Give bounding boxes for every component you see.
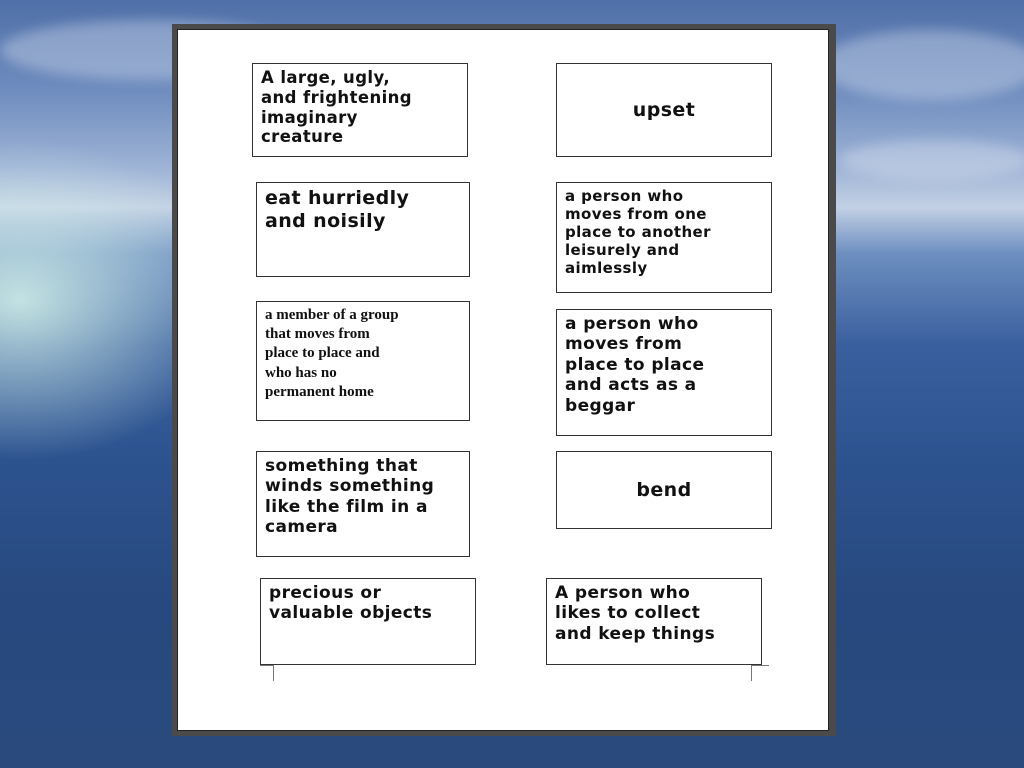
card-winder-definition: [256, 451, 470, 557]
card-monster-definition: [252, 63, 468, 157]
crop-mark: [751, 665, 769, 666]
card-precious-objects: [260, 578, 476, 665]
document-page: [177, 29, 829, 731]
card-bend: [556, 451, 772, 529]
card-text: precious or valuable objects: [269, 583, 433, 624]
card-text: eat hurriedly and noisily: [265, 187, 410, 232]
crop-mark: [273, 665, 274, 681]
card-text: upset: [632, 98, 696, 121]
card-upset: [556, 63, 772, 157]
card-text: bend: [636, 478, 692, 501]
crop-mark: [260, 665, 274, 666]
card-text: something that winds something like the film in a camera: [265, 456, 435, 538]
card-beggar-definition: [556, 309, 772, 436]
card-collector-definition: [546, 578, 762, 665]
card-text: a person who moves from place to place and acts as a beggar: [565, 314, 705, 416]
card-text: a person who moves from one place to another leisurely and aimlessly: [565, 187, 711, 277]
card-wanderer-definition: [556, 182, 772, 293]
card-eat-hurriedly: [256, 182, 470, 277]
crop-mark: [751, 665, 752, 681]
card-text: A person who likes to collect and keep things: [555, 583, 716, 644]
card-text: a member of a group that moves from place to place and who has no permanent home: [265, 307, 399, 400]
card-text: A large, ugly, and frightening imaginary creature: [261, 68, 413, 147]
card-nomad-definition: [256, 301, 470, 421]
